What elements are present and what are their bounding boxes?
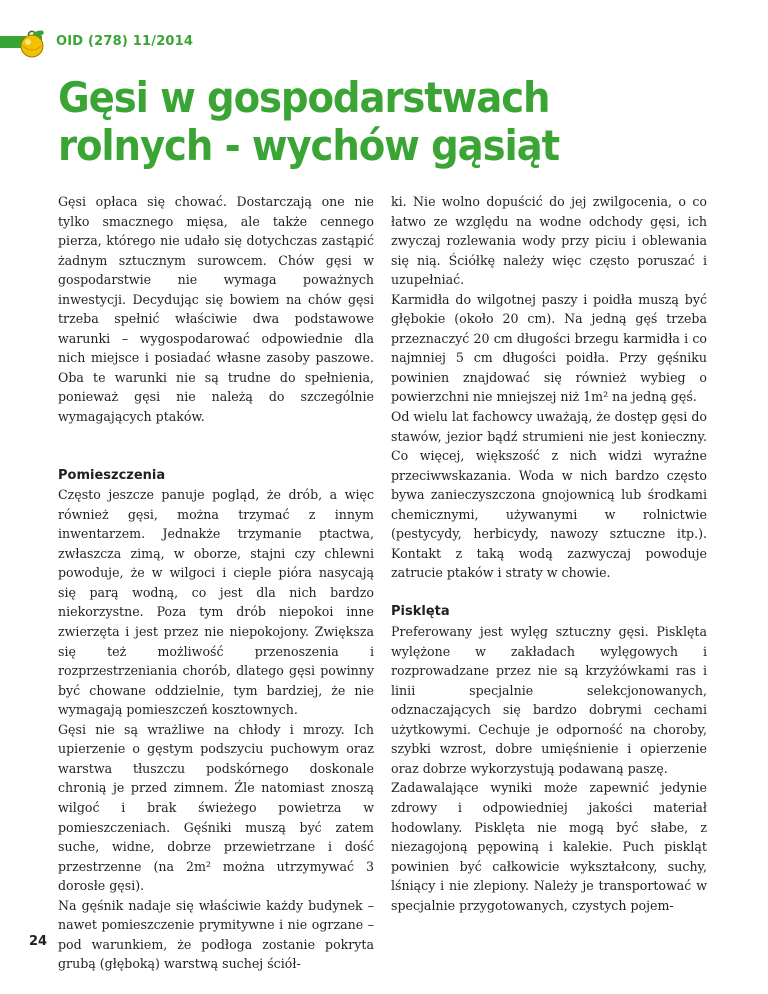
page-header xyxy=(0,22,768,62)
article-title: Gęsi w gospodarstwach rolnych - wychów gąsiąt xyxy=(58,73,560,170)
paragraph: Preferowany jest wylęg sztuczny gęsi. Pisklęta wylężone w zakładach wylęgowych i rozprowadzane przez nie są krzyżówkami ras i linii specjalnie selekcjonowanych, odznaczających się bardzo dobrymi cechami użytkowymi. Cechuje je odporność na choroby, szybki wzrost, dobre umięśnienie i opierzenie oraz dobrze wykorzystują podawaną paszę. xyxy=(391,624,707,776)
right-column xyxy=(391,192,707,915)
paragraph: ki. Nie wolno dopuścić do jej zwilgocenia, o co łatwo ze względu na wodne odchody gęsi, ich zwyczaj rozlewania wody przy piciu i oblewania się nią. Ściółkę należy więc często poruszać i uzupełniać. xyxy=(391,194,707,288)
paragraph: Gęsi nie są wrażliwe na chłody i mrozy. Ich upierzenie o gęstym podszyciu puchowym oraz warstwa tłuszczu podskórnego doskonale chronią je przed zimnem. Źle natomiast znoszą wilgoć i brak świeżego powietrza w pomieszczeniach. Gęśniki muszą być zatem suche, widne, dobrze przewietrzane i dość przestrzenne (na 2m² można utrzymywać 3 dorosłe gęsi). xyxy=(58,721,374,894)
left-column xyxy=(58,192,374,974)
section-heading-piskleta: Pisklęta xyxy=(391,604,450,620)
apple-logo-icon xyxy=(15,28,51,58)
paragraph: Karmidła do wilgotnej paszy i poidła muszą być głębokie (około 20 cm). Na jedną gęś trzeba przeznaczyć 20 cm długości brzegu karmidła i co najmniej 5 cm długości poidła. Przy gęśniku powinien znajdować się również wybieg o powierzchni nie mniejszej niż 1m² na jedną gęś. xyxy=(391,291,707,405)
intro-paragraph: Gęsi opłaca się chować. Dostarczają one nie tylko smacznego mięsa, ale także cennego pierza, którego nie udało się dotychczas zastąpić żadnym sztucznym surowcem. Chów gęsi w gospodarstwie nie wymaga poważnych inwestycji. Decydując się bowiem na chów gęsi trzeba spełnić właściwie dwa podstawowe warunki – wygospodarować odpowiednie dla nich miejsce i posiadać własne zasoby paszowe. Oba te warunki nie są trudne do spełnienia, ponieważ gęsi nie należą do szczególnie wymagających ptaków. xyxy=(58,194,374,425)
page-number: 24 xyxy=(29,934,48,949)
issue-label: OID (278) 11/2014 xyxy=(56,34,194,49)
paragraph: Często jeszcze panuje pogląd, że drób, a więc również gęsi, można trzymać z innym inwentarzem. Jednakże trzymanie ptactwa, zwłaszcza zimą, w oborze, stajni czy chlewni powoduje, że w wilgoci i cieple pióra nasycają się parą wodną, co jest dla nich bardzo niekorzystne. Poza tym drób niepokoi inne zwierzęta i jest przez nie niepokojony. Zwiększa się też możliwość przenoszenia i rozprzestrzeniania chorób, dlatego gęsi powinny być chowane oddzielnie, tym bardziej, że nie wymagają pomieszczeń kosztownych. xyxy=(58,487,374,718)
paragraph: Na gęśnik nadaje się właściwie każdy budynek – nawet pomieszczenie prymitywne i nie ogrzane – pod warunkiem, że podłoga zostanie pokryta grubą (głęboką) warstwą suchej ściół- xyxy=(58,897,374,972)
section-heading-pomieszczenia: Pomieszczenia xyxy=(58,467,166,483)
paragraph: Od wielu lat fachowcy uważają, że dostęp gęsi do stawów, jezior bądź strumieni nie jest konieczny. Co więcej, większość z nich widzi wyraźne przeciwwskazania. Woda w nich bardzo często bywa zanieczyszczona gnojownicą lub środkami chemicznymi, używanymi w rolnictwie (pestycydy, herbicydy, nawozy sztuczne itp.). Kontakt z taką wodą zazwyczaj powoduje zatrucie ptaków i straty w chowie. xyxy=(391,409,707,581)
paragraph: Zadawalające wyniki może zapewnić jedynie zdrowy i odpowiedniej jakości materiał hodowlany. Pisklęta nie mogą być słabe, z niezagojoną pępowiną i kalekie. Puch piskląt powinien być całkowicie wykształcony, suchy, lśniący i nie zlepiony. Należy je transportować w specjalnie przygotowanych, czystych pojem- xyxy=(391,780,707,913)
